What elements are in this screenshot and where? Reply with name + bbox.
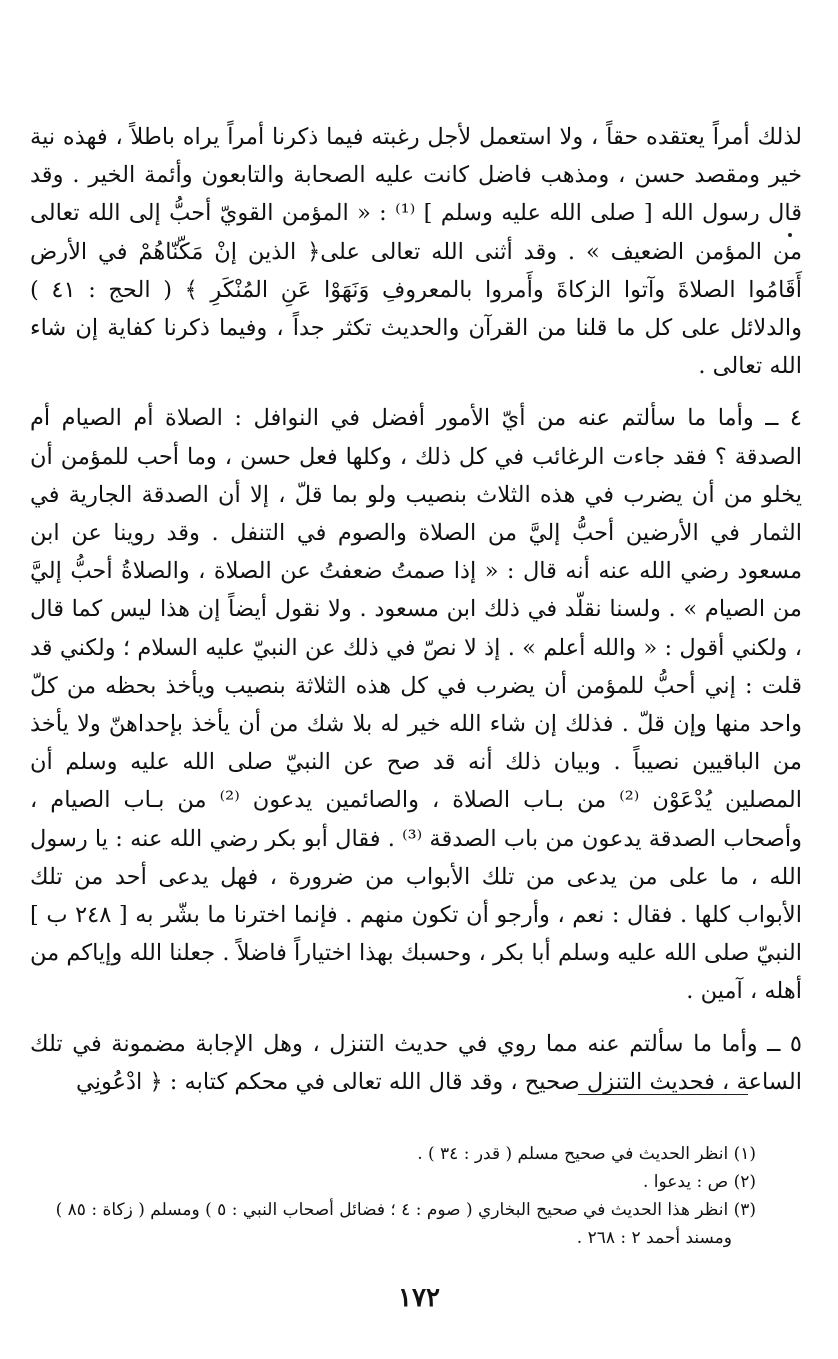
paragraph-4: ٤ ــ وأما ما سألتم عنه من أيّ الأمور أفضل في النوافل : الصلاة أم الصيام أم الصدقة ؟ فقد جاءت الرغائب في كل ذلك ، وكلها فعل حسن ، وما أحب للمؤمن أن يخلو من أن يضرب في هذه الثلاث بنصيب ولو بما قلّ ، إلا أن الصدقة الجارية في الثمار في الأرضين أحبُّ إليَّ من الصلاة والصوم في التنفل . وقد روينا عن ابن مسعود رضي الله عنه أنه قال : « إذا صمتُ ضعفتُ عن الصلاة ، والصلاةُ أحبُّ إليَّ من الصيام » . ولسنا نقلّد في ذلك ابن مسعود . ولا نقول أيضاً إن هذا ليس كما قال ، ولكني أقول : « والله أعلم » . إذ لا نصّ في ذلك عن النبيّ عليه السلام ؛ ولكني قد قلت : إني أحبُّ للمؤمن أن يضرب في كل هذه الثلاثة بنصيب ويأخذ بحظه من كلّ واحد منها وإن قلّ . فذلك إن شاء الله خير له بلا شك من أن يأخذ بإحداهنّ ولا يأخذ من الباقيين نصيباً . وبيان ذلك أنه قد صح عن النبيّ صلى الله عليه وسلم أن المصلين يُدْعَوْن ⁽²⁾ من بـاب الصلاة ، والصائمين يدعون ⁽²⁾ من بـاب الصيام ، وأصحاب الصدقة يدعون من باب الصدقة ⁽³⁾ . فقال أبو بكر رضي الله عنه : يا رسول الله ، ما على من يدعى من تلك الأبواب من ضرورة ، فهل يدعى أحد من تلك الأبواب كلها . فقال : نعم ، وأرجو أن تكون منهم . فإنما اخترنا ما بشّر به [ ٢٤٨ ب ] النبيّ صلى الله عليه وسلم أبا بكر ، وحسبك بهذا اختياراً فاضلاً . جعلنا الله وإياكم من أهله ، آمين .	[30, 405, 802, 1005]
footnotes	[40, 1140, 756, 1252]
footnote-3-continuation: ومسند أحمد ٢ : ٢٦٨ .	[576, 1228, 732, 1248]
footnote-divider	[578, 1094, 748, 1095]
footnote-1: (١) انظر الحديث في صحيح مسلم ( قدر : ٣٤ ) .	[417, 1144, 756, 1164]
paragraph-5: ٥ ــ وأما ما سألتم عنه مما روي في حديث التنزل ، وهل الإجابة مضمونة في تلك الساعة ، فحديث التنزل صحيح ، وقد قال الله تعالى في محكم كتابه : ﴿ ادْعُونِي	[30, 1030, 802, 1095]
main-text	[30, 118, 802, 1101]
page-number: ١٧٢	[398, 1283, 440, 1313]
margin-speck	[788, 233, 792, 237]
footnote-3: (٣) انظر هذا الحديث في صحيح البخاري ( صوم : ٤ ؛ فضائل أصحاب النبي : ٥ ) ومسلم ( زكاة : ٨٥ )	[55, 1200, 756, 1220]
footnote-2: (٢) ص : يدعوا .	[642, 1172, 756, 1192]
paragraph-1: لذلك أمراً يعتقده حقاً ، ولا استعمل لأجل رغبته فيما ذكرنا أمراً يراه باطلاً ، فهذه نية خير ومقصد حسن ، ومذهب فاضل كانت عليه الصحابة والتابعون وأئمة الخير . وقد قال رسول الله [ صلى الله عليه وسلم ] ⁽¹⁾ : « المؤمن القويّ أحبُّ إلى الله تعالى من المؤمن الضعيف » . وقد أثنى الله تعالى على﴿ الذين إنْ مَكّنّاهُمْ في الأرض أَقَامُوا الصلاةَ وآتوا الزكاةَ وأَمروا بالمعروفِ وَنَهَوْا عَنِ المُنْكَرِ ﴾ ( الحج : ٤١ ) والدلائل على كل ما قلنا من القرآن والحديث تكثر جداً ، وفيما ذكرنا كفاية إن شاء الله تعالى .	[30, 124, 803, 380]
